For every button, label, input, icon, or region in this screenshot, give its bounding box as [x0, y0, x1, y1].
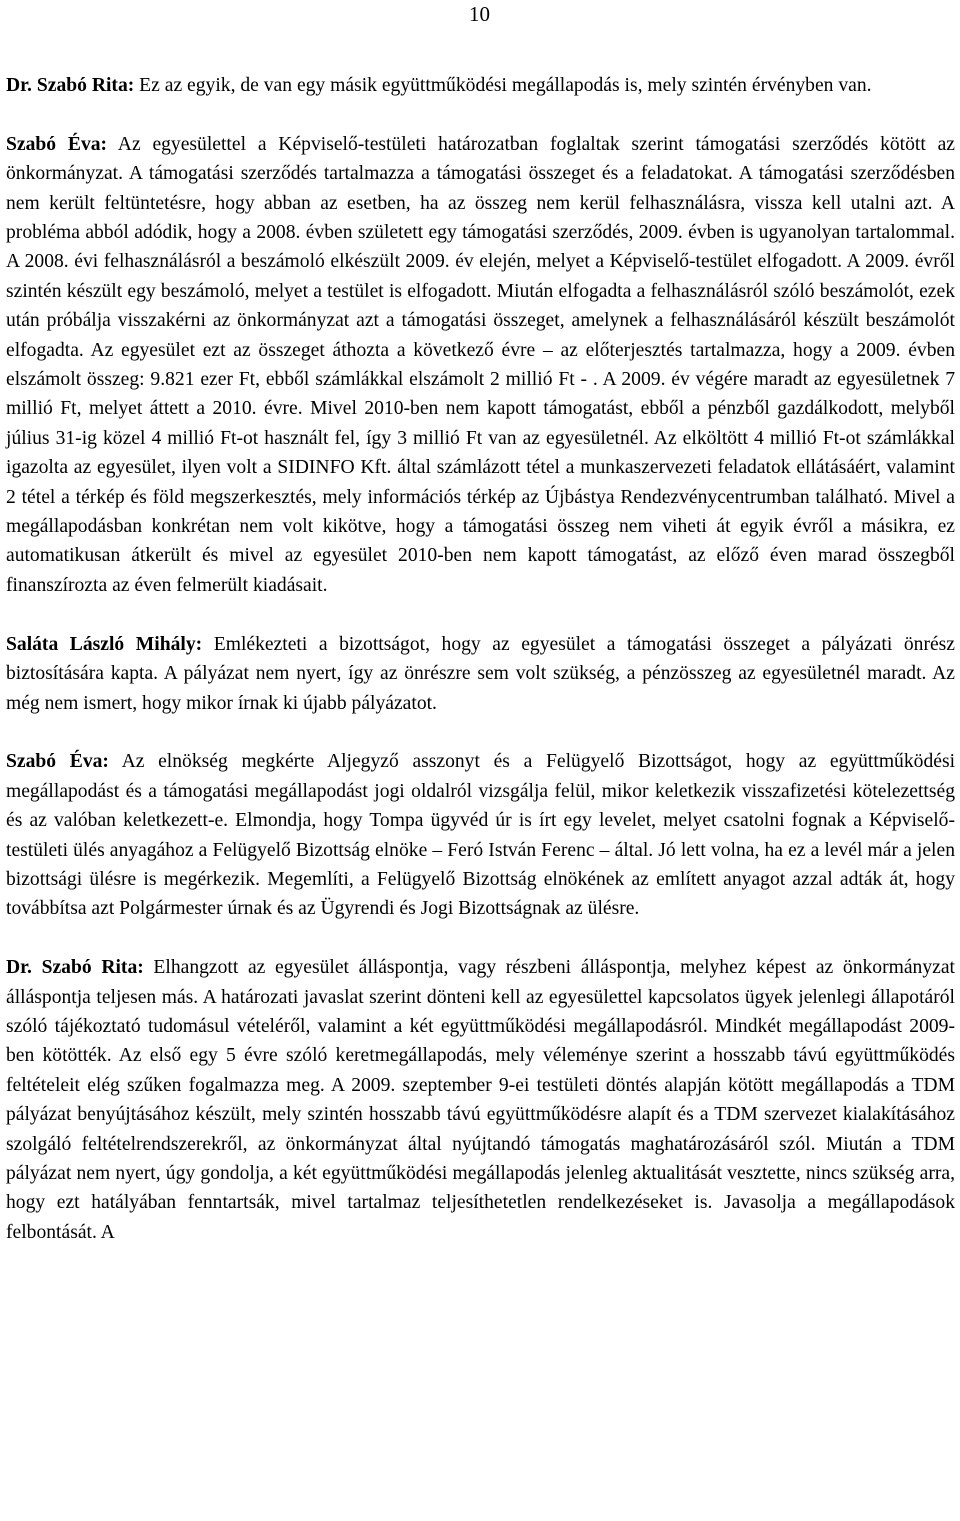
paragraph-2 [6, 130, 955, 601]
speaker-name: Dr. Szabó Rita: [6, 957, 144, 979]
speaker-name: Szabó Éva: [6, 133, 108, 155]
speaker-name: Dr. Szabó Rita: [6, 75, 135, 96]
document-body [6, 71, 955, 1247]
paragraph-1 [6, 71, 955, 100]
paragraph-text: Az elnökség megkérte Aljegyző asszonyt és a Felügyelő Bizottságot, hogy az együttműködési megállapodást és a támogatási megállapodást jogi oldalról vizsgálja felül, mikor keletkezik visszafizetési kötelezettség és az valóban keletkezett-e. Elmondja, hogy Tompa ügyvéd úr is írt egy levelet, melyet csatolni fognak a Képviselő-testületi ülés anyagához a Felügyelő Bizottság elnöke – Feró István Ferenc – által. Jó lett volna, ha ez a levél már a jelen bizottsági ülésre is megérkezik. Megemlíti, a Felügyelő Bizottság elnökének az említett anyagot azzal adták át, hogy továbbítsa azt Polgármester úrnak és az Ügyrendi és Jogi Bizottságnak az ülésre. [6, 751, 956, 920]
speaker-name: Saláta László Mihály: [6, 633, 203, 655]
paragraph-text: Elhangzott az egyesület álláspontja, vagy részbeni álláspontja, melyhez képest az önkormányzat álláspontja teljesen más. A határozati javaslat szerint dönteni kell az egyesülettel kapcsolatos ügyek jelenlegi állapotáról szóló tájékoztató tudomásul vételéről, valamint a két együttműködési megállapodásról. Mindkét megállapodást 2009-ben kötötték. Az első egy 5 évre szóló keretmegállapodás, mely véleménye szerint a hosszabb távú együttműködés feltételeit elég szűken fogalmazza meg. A 2009. szeptember 9-ei testületi döntés alapján kötött megállapodás a TDM pályázat benyújtásához készült, mely szintén hosszabb távú együttműködésre alapít és a TDM szervezet kialakításához szolgáló feltételrendszerekről, az önkormányzat által nyújtandó támogatás maghatározásáról szól. Miután a TDM pályázat nem nyert, úgy gondolja, a két együttműködési megállapodás jelenleg aktualitását vesztette, nincs szükség arra, hogy ezt hatályában fenntartsák, mivel tartalmaz teljesíthetetlen rendelkezéseket is. Javasolja a megállapodások felbontását. A [6, 957, 955, 1243]
paragraph-text: Ez az egyik, de van egy másik együttműködési megállapodás is, mely szintén érvényben van. [134, 75, 872, 96]
paragraph-text: Emlékezteti a bizottságot, hogy az egyesület a támogatási összeget a pályázati önrész biztosítására kapta. A pályázat nem nyert, így az önrészre sem volt szükség, a pénzösszeg az egyesületnél maradt. Az még nem ismert, hogy mikor írnak ki újabb pályázatot. [6, 633, 955, 714]
paragraph-4 [6, 747, 955, 923]
paragraph-3 [6, 630, 955, 718]
page-number: 10 [469, 2, 490, 26]
speaker-name: Szabó Éva: [6, 751, 109, 773]
paragraph-text: Az egyesülettel a Képviselő-testületi határozatban foglaltak szerint támogatási szerződés kötött az önkormányzat. A támogatási szerződés tartalmazza a támogatási összeget és a feladatokat. A támogatási szerződésben nem került feltüntetésre, hogy abban az esetben, ha az összeg nem kerül felhasználásra, vissza kell utalni azt. A probléma abból adódik, hogy a 2008. évben született egy támogatási szerződés, 2009. évben is ugyanolyan tartalommal. A 2008. évi felhasználásról a beszámoló elkészült 2009. év elején, melyet a Képviselő-testület elfogadott. A 2009. évről szintén készült egy beszámoló, melyet a testület is elfogadott. Miután elfogadta a felhasználásról szóló beszámolót, ezek után próbálja visszakérni az önkormányzat azt a támogatási összeget, amelynek a felhasználásáról készült beszámolót elfogadta. Az egyesület ezt az összeget áthozta a következő évre – az előterjesztés tartalmazza, hogy a 2009. évben elszámolt összeg: 9.821 ezer Ft, ebből számlákkal elszámolt 2 millió Ft - . A 2009. év végére maradt az egyesületnek 7 millió Ft, melyet áttett a 2010. évre. Mivel 2010-ben nem kapott támogatást, ebből a pénzből gazdálkodott, melyből július 31-ig közel 4 millió Ft-ot használt fel, így 3 millió Ft van az egyesületnél. Az elköltött 4 millió Ft-ot számlákkal igazolta az egyesület, ilyen volt a SIDINFO Kft. által számlázott tétel a munkaszervezeti feladatok ellátásáért, valamint 2 tétel a térkép és föld megszerkesztés, mely információs térkép az Újbástya Rendezvénycentrumban található. Mivel a megállapodásban konkrétan nem volt kikötve, hogy a támogatási összeg nem viheti át egyik évről a másikra, ez automatikusan átkerült és mivel az egyesület 2010-ben nem kapott támogatást, az előző éven marad összegből finanszírozta az éven felmerült kiadásait. [6, 133, 956, 596]
paragraph-5 [6, 953, 955, 1247]
